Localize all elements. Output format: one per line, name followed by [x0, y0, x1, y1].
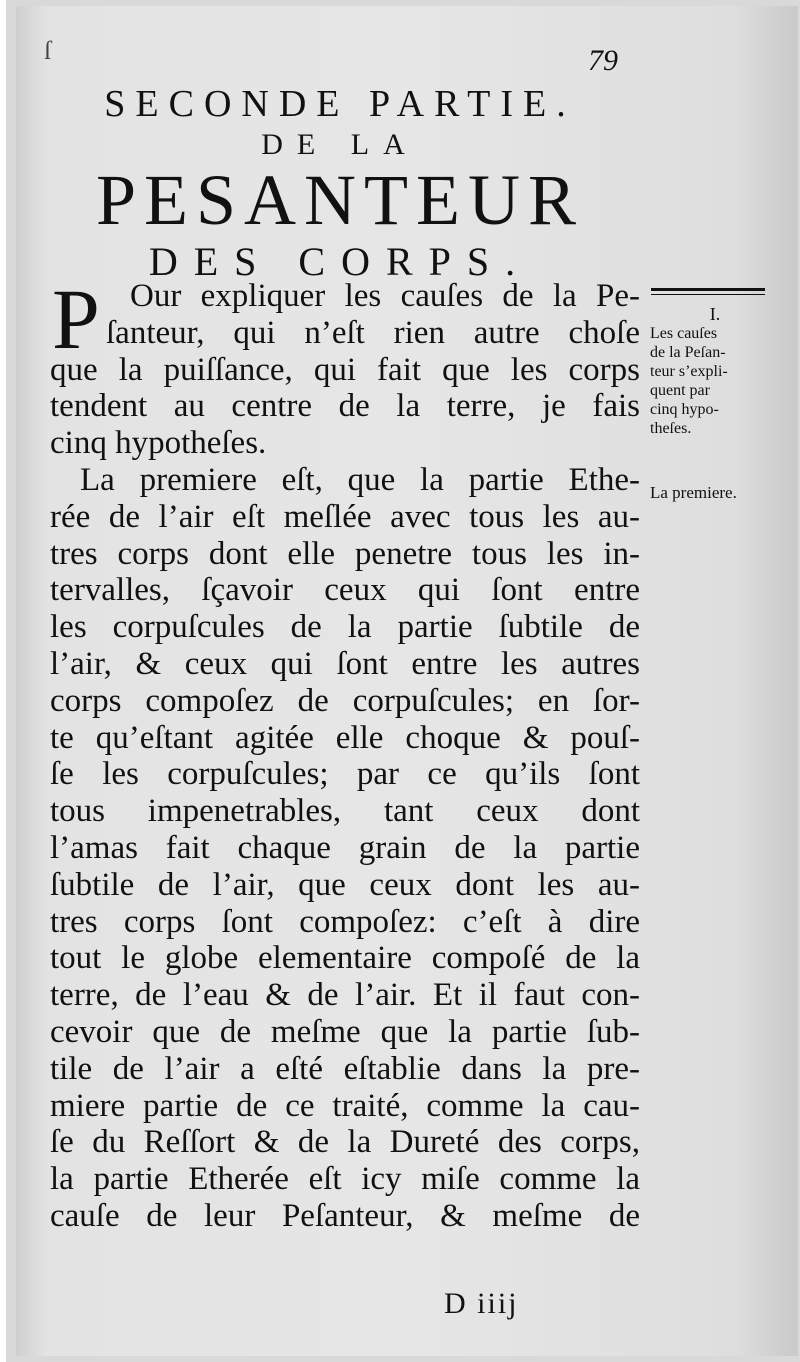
- text-line: La premiere eſt, que la partie Ethe-: [80, 461, 640, 498]
- text-line: cevoir que de meſme que la partie ſub-: [50, 1013, 640, 1050]
- text-line: ſanteur, qui n’eſt rien autre choſe: [106, 314, 640, 351]
- text-line: tres corps ſont compoſez: c’eſt à dire: [50, 903, 640, 940]
- signature-mark: D iiij: [444, 1287, 519, 1320]
- title-part: SECONDE PARTIE.: [104, 83, 576, 125]
- text-line: tres corps dont elle penetre tous les in-: [50, 535, 640, 572]
- body-text: [50, 271, 640, 1235]
- text-line: les corpuſcules de la partie ſubtile de: [50, 609, 640, 646]
- text-line: ſe du Reſſort & de la Dureté des corps,: [50, 1124, 640, 1161]
- text-line: cauſe de leur Peſanteur, & meſme de: [50, 1197, 640, 1234]
- margin-rule: [651, 288, 765, 291]
- text-line: terre, de l’eau & de l’air. Et il faut con-: [50, 977, 640, 1014]
- text-line: l’air, & ceux qui ſont entre les autres: [50, 645, 640, 682]
- margin-note-premiere: La premiere.: [650, 483, 737, 502]
- text-line: ſe les corpuſcules; par ce qu’ils ſont: [50, 756, 640, 793]
- title-de-la: DE LA: [261, 128, 419, 161]
- corner-mark: ſ: [44, 36, 52, 65]
- text-line: tile de l’air a eſté eſtablie dans la pre-: [50, 1050, 640, 1087]
- text-line: tendent au centre de la terre, je fais: [50, 388, 640, 425]
- margin-rule-thin: [651, 294, 765, 295]
- drop-cap: P: [52, 271, 100, 367]
- text-line: tout le globe elementaire compoſé de la: [50, 940, 640, 977]
- text-line: rée de l’air eſt meſlée avec tous les au-: [50, 498, 640, 535]
- text-line: miere partie de ce traité, comme la cau-: [50, 1087, 640, 1124]
- text-line: l’amas fait chaque grain de la partie: [50, 829, 640, 866]
- text-line: corps compoſez de corpuſcules; en ſor-: [50, 682, 640, 719]
- text-line: ſubtile de l’air, que ceux dont les au-: [50, 866, 640, 903]
- title-des-corps: DES CORPS.: [148, 239, 532, 284]
- margin-note-line: quent par: [650, 382, 710, 399]
- margin-note-line: Les cauſes: [650, 325, 718, 342]
- text-line: cinq hypotheſes.: [50, 425, 267, 462]
- text-line: tous impenetrables, tant ceux dont: [50, 793, 640, 830]
- margin-note: [650, 305, 770, 438]
- text-line: que la puiſſance, qui fait que les corps: [50, 351, 640, 388]
- text-line: te qu’eſtant agitée elle choque & pouſ-: [50, 719, 640, 756]
- text-line: tervalles, ſçavoir ceux qui ſont entre: [50, 572, 640, 609]
- text-line: Our expliquer les cauſes de la Pe-: [130, 278, 640, 314]
- margin-note-line: de la Peſan-: [650, 344, 726, 361]
- page-number: 79: [588, 44, 618, 77]
- margin-note-line: cinq hypo-: [650, 401, 719, 418]
- text-line: la partie Etherée eſt icy miſe comme la: [50, 1161, 640, 1198]
- title-main: PESANTEUR: [95, 160, 585, 240]
- margin-number: I.: [709, 304, 721, 324]
- margin-note-line: theſes.: [650, 420, 692, 437]
- margin-note-line: teur s’expli-: [650, 363, 728, 380]
